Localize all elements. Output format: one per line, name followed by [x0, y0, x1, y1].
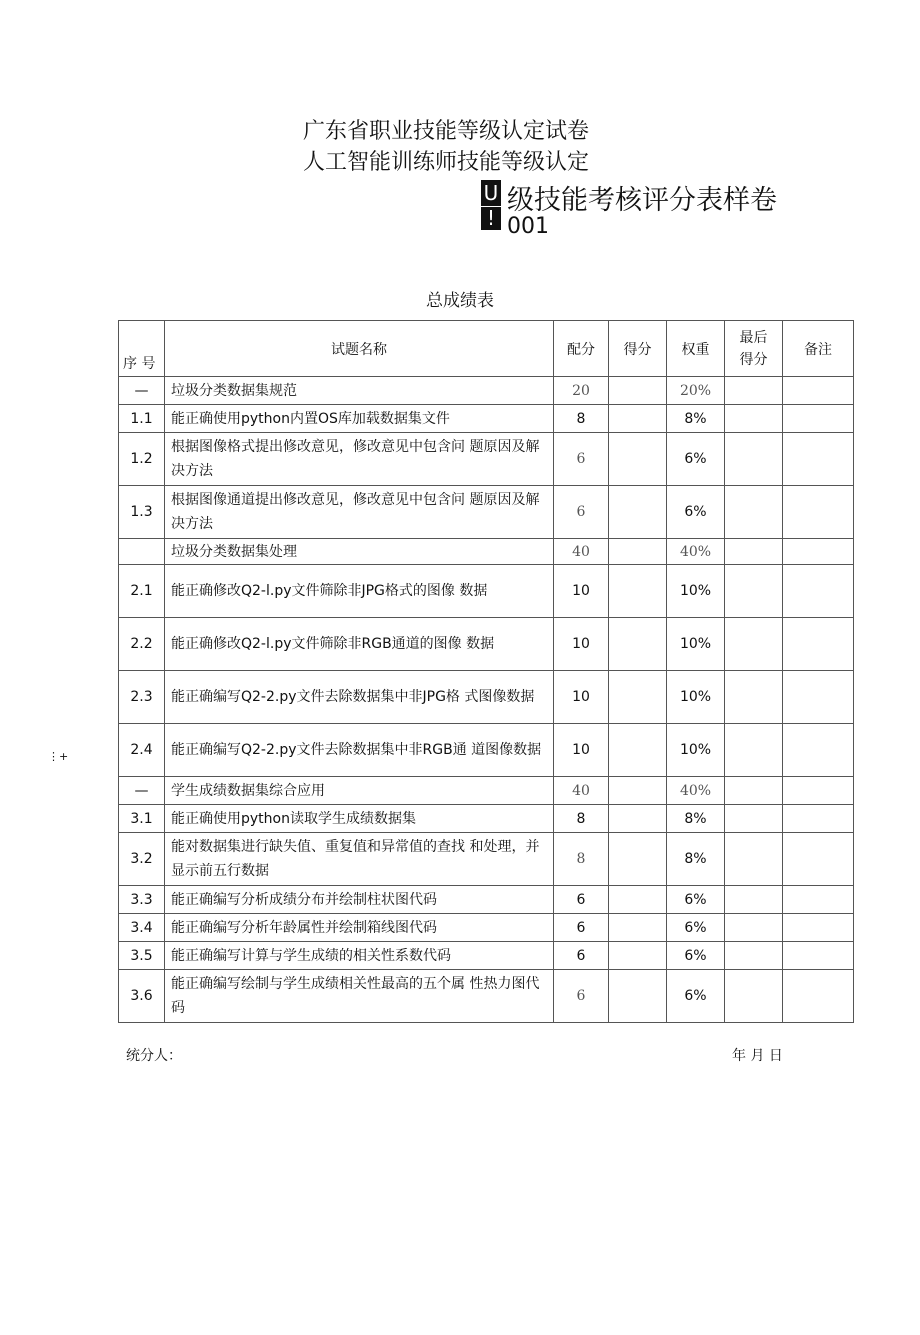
cell-note — [783, 433, 854, 486]
cell-weight: 20% — [667, 377, 725, 405]
cell-seq: 3.2 — [119, 833, 165, 886]
cell-final — [725, 914, 783, 942]
cell-weight: 6% — [667, 433, 725, 486]
cell-weight: 6% — [667, 942, 725, 970]
cell-weight: 6% — [667, 886, 725, 914]
cell-score: 6 — [554, 486, 609, 539]
cell-name: 能正确修改Q2-l.py文件筛除非RGB通道的图像 数据 — [165, 618, 554, 671]
cell-got — [609, 886, 667, 914]
cell-note — [783, 618, 854, 671]
cell-name: 垃圾分类数据集处理 — [165, 539, 554, 565]
cell-note — [783, 405, 854, 433]
table-header-row — [119, 321, 854, 377]
cell-seq: 3.1 — [119, 805, 165, 833]
cell-got — [609, 539, 667, 565]
header-final: 最后 得分 — [725, 321, 783, 377]
cell-weight: 10% — [667, 671, 725, 724]
header-got: 得分 — [609, 321, 667, 377]
cell-final — [725, 805, 783, 833]
date-label: 年 月 日 — [732, 1048, 783, 1064]
cell-score: 6 — [554, 970, 609, 1023]
cell-score: 6 — [554, 914, 609, 942]
cell-seq: 2.3 — [119, 671, 165, 724]
cell-got — [609, 618, 667, 671]
cell-weight: 10% — [667, 565, 725, 618]
cell-got — [609, 970, 667, 1023]
cell-final — [725, 942, 783, 970]
cell-weight: 40% — [667, 539, 725, 565]
cell-name: 根据图像格式提出修改意见，修改意见中包含问 题原因及解决方法 — [165, 433, 554, 486]
cell-weight: 10% — [667, 618, 725, 671]
cell-note — [783, 942, 854, 970]
cell-score: 40 — [554, 539, 609, 565]
cell-note — [783, 377, 854, 405]
cell-name: 能对数据集进行缺失值、重复值和异常值的查找 和处理，并显示前五行数据 — [165, 833, 554, 886]
table-row — [119, 405, 854, 433]
cell-weight: 40% — [667, 777, 725, 805]
cell-name: 能正确编写分析年龄属性并绘制箱线图代码 — [165, 914, 554, 942]
table-row — [119, 970, 854, 1023]
cell-seq: — — [119, 777, 165, 805]
cell-name: 垃圾分类数据集规范 — [165, 377, 554, 405]
cell-got — [609, 914, 667, 942]
cell-note — [783, 777, 854, 805]
cell-score: 8 — [554, 805, 609, 833]
table-row — [119, 914, 854, 942]
doc-title-line1: 广东省职业技能等级认定试卷 — [303, 119, 590, 144]
doc-title-line3: 级技能考核评分表样卷 — [507, 185, 777, 216]
cell-score: 10 — [554, 618, 609, 671]
table-row — [119, 833, 854, 886]
cell-score: 6 — [554, 886, 609, 914]
table-row — [119, 377, 854, 405]
cell-name: 学生成绩数据集综合应用 — [165, 777, 554, 805]
cell-note — [783, 914, 854, 942]
table-row — [119, 942, 854, 970]
header-name: 试题名称 — [165, 321, 554, 377]
table-row — [119, 486, 854, 539]
cell-got — [609, 433, 667, 486]
cell-seq: 1.3 — [119, 486, 165, 539]
cell-note — [783, 724, 854, 777]
cell-note — [783, 671, 854, 724]
cell-weight: 6% — [667, 486, 725, 539]
cell-weight: 6% — [667, 914, 725, 942]
cell-seq: 3.5 — [119, 942, 165, 970]
cell-name: 能正确编写Q2-2.py文件去除数据集中非JPG格 式图像数据 — [165, 671, 554, 724]
cell-name: 根据图像通道提出修改意见，修改意见中包含问 题原因及解决方法 — [165, 486, 554, 539]
table-row — [119, 671, 854, 724]
cell-final — [725, 539, 783, 565]
table-row — [119, 886, 854, 914]
cell-weight: 6% — [667, 970, 725, 1023]
cell-final — [725, 777, 783, 805]
cell-seq: 2.2 — [119, 618, 165, 671]
cell-weight: 8% — [667, 833, 725, 886]
cell-got — [609, 671, 667, 724]
cell-note — [783, 565, 854, 618]
header-note: 备注 — [783, 321, 854, 377]
cell-note — [783, 805, 854, 833]
redacted-block-2: ! — [481, 207, 501, 230]
cell-seq — [119, 539, 165, 565]
cell-score: 20 — [554, 377, 609, 405]
table-row — [119, 618, 854, 671]
cell-got — [609, 942, 667, 970]
cell-weight: 8% — [667, 805, 725, 833]
cell-got — [609, 486, 667, 539]
cell-name: 能正确编写计算与学生成绩的相关性系数代码 — [165, 942, 554, 970]
cell-got — [609, 377, 667, 405]
cell-final — [725, 433, 783, 486]
cell-score: 40 — [554, 777, 609, 805]
cell-weight: 8% — [667, 405, 725, 433]
cell-name: 能正确使用python读取学生成绩数据集 — [165, 805, 554, 833]
table-row — [119, 777, 854, 805]
redacted-block-1: U — [481, 180, 501, 206]
cell-score: 6 — [554, 433, 609, 486]
cell-seq: 3.3 — [119, 886, 165, 914]
cell-seq: 3.6 — [119, 970, 165, 1023]
score-table — [118, 320, 854, 1023]
doc-title-number: 001 — [507, 214, 549, 239]
cell-final — [725, 833, 783, 886]
cell-name: 能正确编写分析成绩分布并绘制柱状图代码 — [165, 886, 554, 914]
cell-note — [783, 970, 854, 1023]
cell-final — [725, 618, 783, 671]
cell-seq: — — [119, 377, 165, 405]
table-row — [119, 805, 854, 833]
cell-name: 能正确使用python内置OS库加载数据集文件 — [165, 405, 554, 433]
cell-note — [783, 539, 854, 565]
cell-final — [725, 970, 783, 1023]
header-score: 配分 — [554, 321, 609, 377]
cell-name: 能正确编写绘制与学生成绩相关性最高的五个属 性热力图代码 — [165, 970, 554, 1023]
cell-seq: 2.1 — [119, 565, 165, 618]
cell-got — [609, 777, 667, 805]
cell-final — [725, 565, 783, 618]
cell-seq: 1.1 — [119, 405, 165, 433]
cell-note — [783, 486, 854, 539]
cell-final — [725, 671, 783, 724]
cell-score: 8 — [554, 405, 609, 433]
cell-final — [725, 724, 783, 777]
cell-score: 8 — [554, 833, 609, 886]
cell-name: 能正确修改Q2-l.py文件筛除非JPG格式的图像 数据 — [165, 565, 554, 618]
cell-got — [609, 724, 667, 777]
table-title: 总成绩表 — [426, 291, 494, 311]
cell-final — [725, 377, 783, 405]
cell-score: 10 — [554, 671, 609, 724]
header-weight: 权重 — [667, 321, 725, 377]
cell-final — [725, 486, 783, 539]
margin-mark: ⋮+ — [48, 750, 69, 763]
cell-name: 能正确编写Q2-2.py文件去除数据集中非RGB通 道图像数据 — [165, 724, 554, 777]
table-row — [119, 539, 854, 565]
doc-title-line2: 人工智能训练师技能等级认定 — [303, 150, 590, 175]
cell-got — [609, 833, 667, 886]
scorer-label: 统分人： — [126, 1048, 182, 1064]
table-row — [119, 565, 854, 618]
table-row — [119, 724, 854, 777]
cell-final — [725, 405, 783, 433]
cell-score: 6 — [554, 942, 609, 970]
cell-final — [725, 886, 783, 914]
table-row — [119, 433, 854, 486]
cell-note — [783, 833, 854, 886]
cell-got — [609, 805, 667, 833]
cell-got — [609, 565, 667, 618]
cell-seq: 1.2 — [119, 433, 165, 486]
cell-seq: 2.4 — [119, 724, 165, 777]
cell-score: 10 — [554, 724, 609, 777]
cell-weight: 10% — [667, 724, 725, 777]
cell-got — [609, 405, 667, 433]
cell-seq: 3.4 — [119, 914, 165, 942]
cell-score: 10 — [554, 565, 609, 618]
cell-note — [783, 886, 854, 914]
header-seq: 序 号 — [119, 321, 165, 377]
